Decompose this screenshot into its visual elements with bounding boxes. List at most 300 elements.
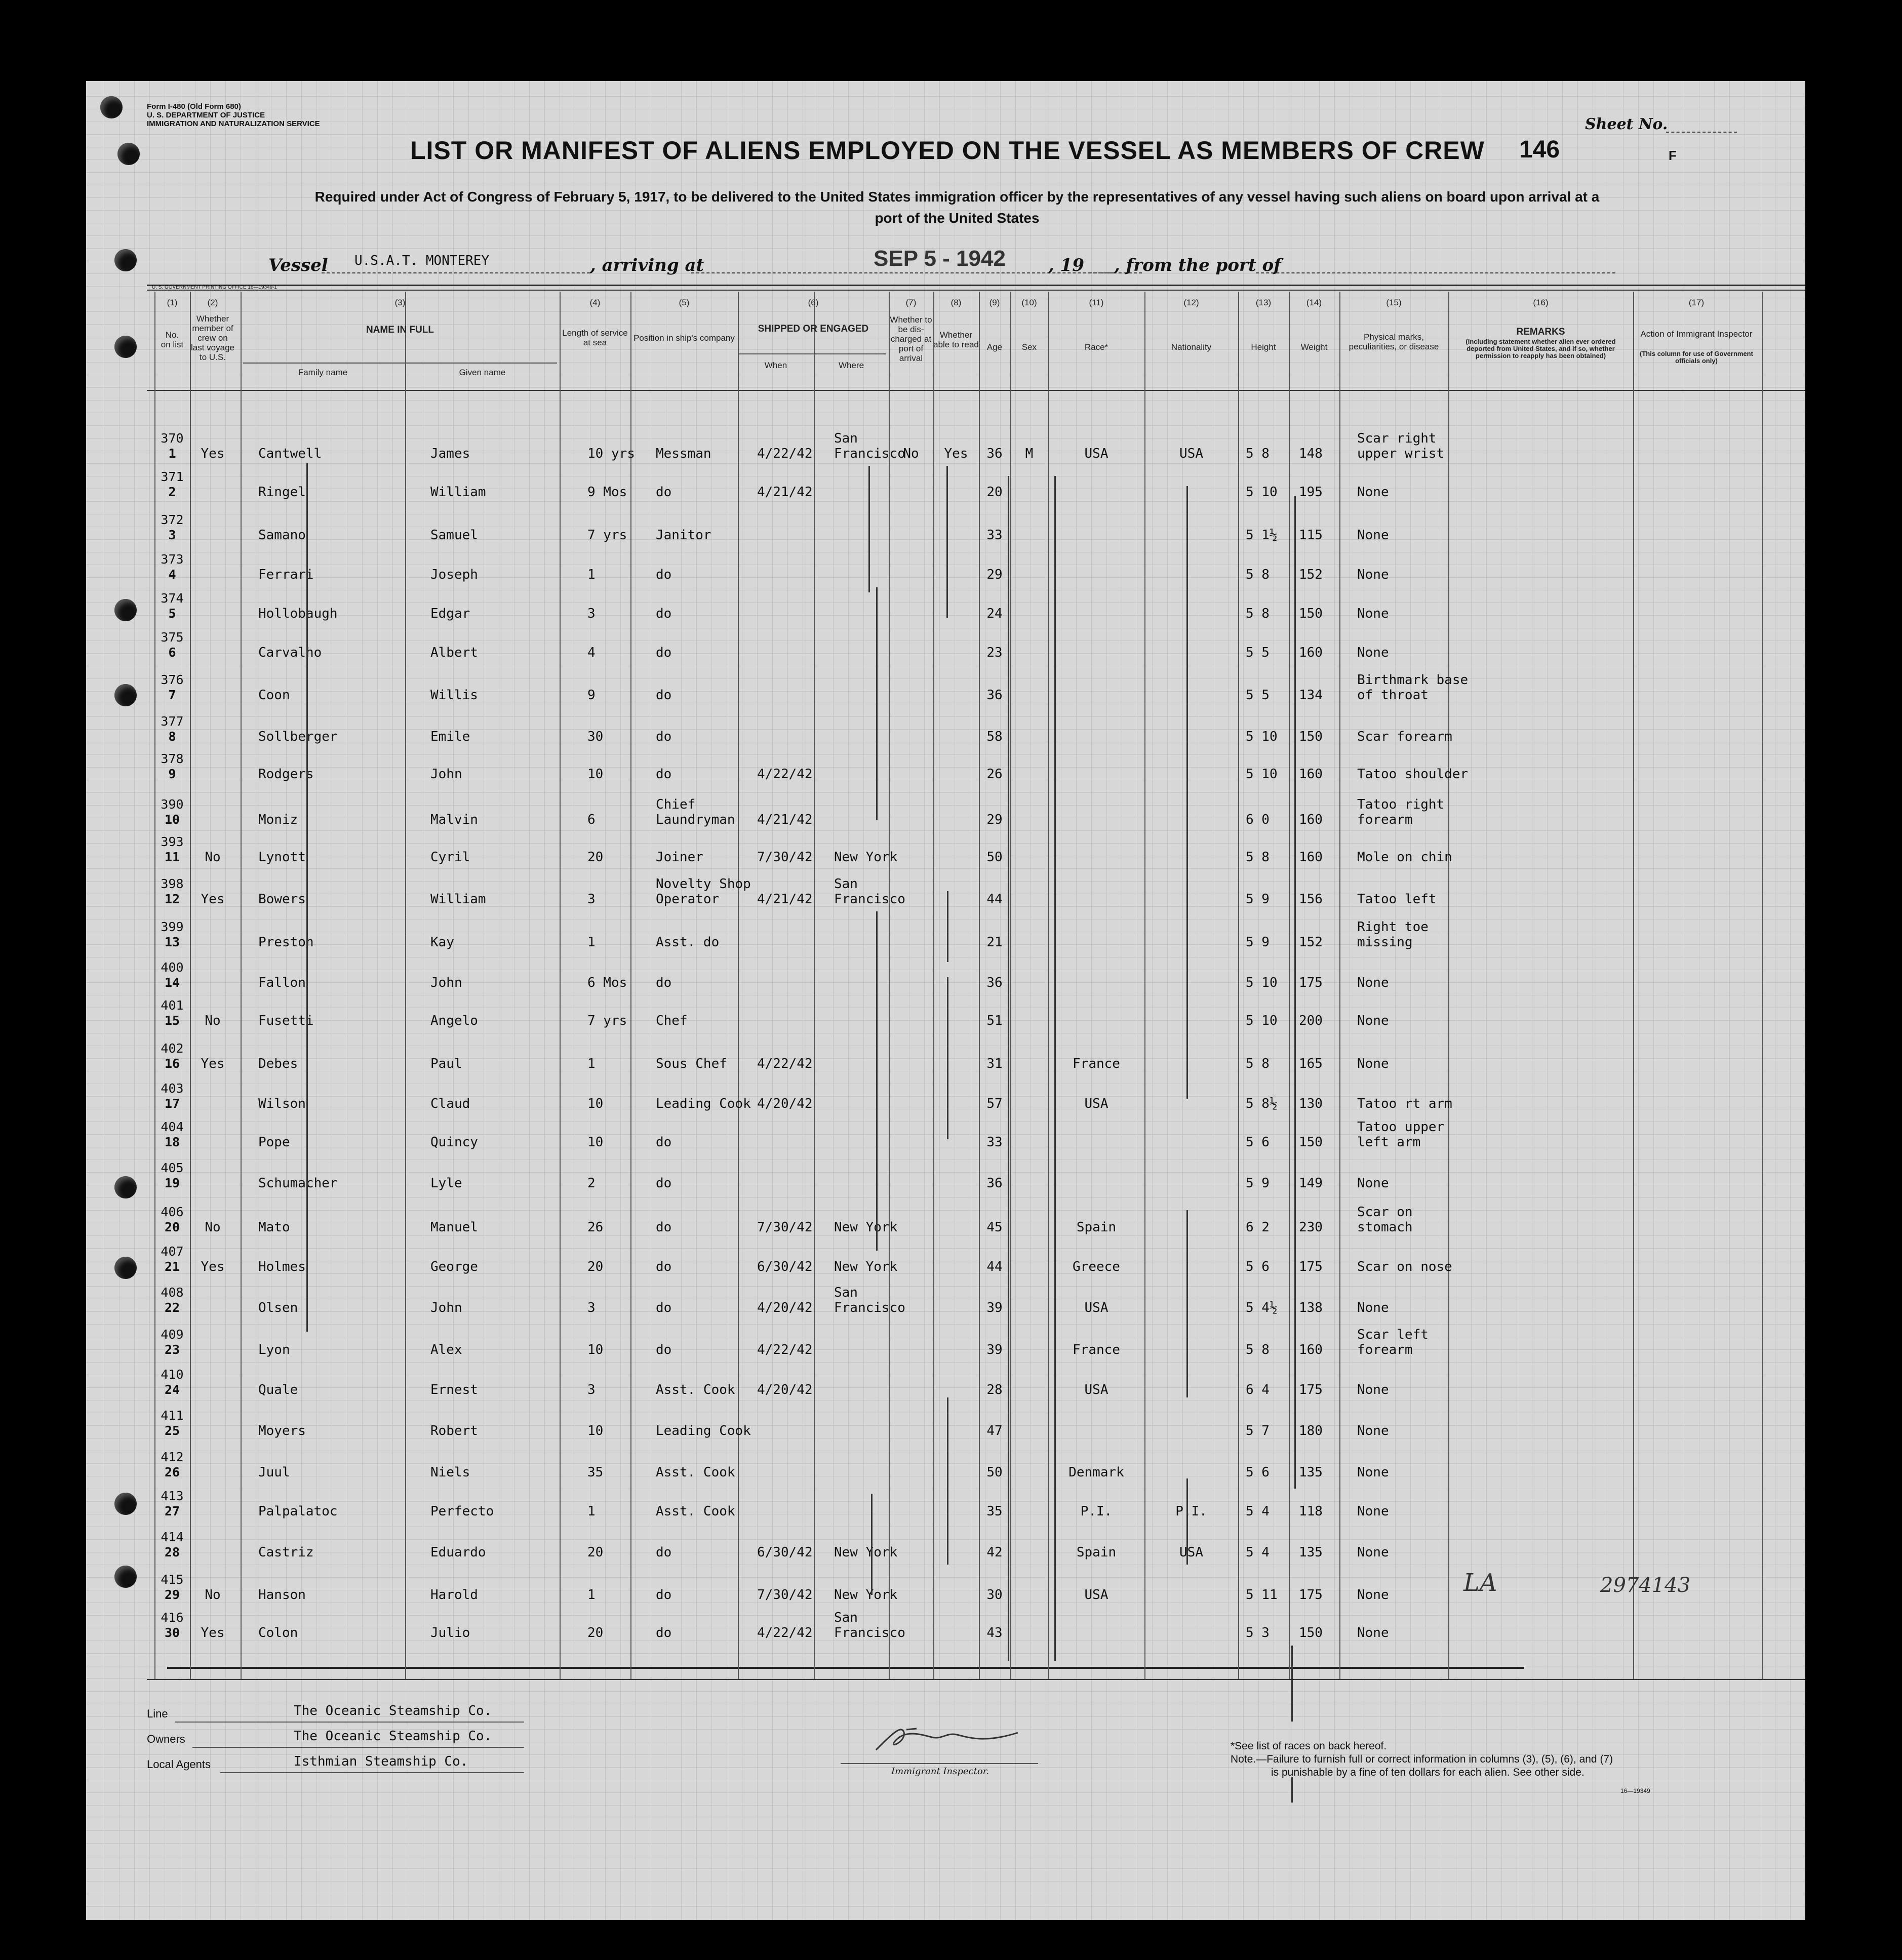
page-title: LIST OR MANIFEST OF ALIENS EMPLOYED ON THE VESSEL AS MEMBERS OF CREW xyxy=(410,136,1485,165)
cell-height: 5 8 xyxy=(1246,1056,1270,1071)
column-separator xyxy=(738,292,739,1679)
cell-race: Greece xyxy=(1073,1259,1120,1274)
cell-position: Chief Laundryman xyxy=(656,797,735,827)
cell-family: Rodgers xyxy=(258,767,314,782)
cell-age: 28 xyxy=(986,1382,1003,1397)
cell-race: USA xyxy=(1084,1587,1108,1603)
cell-position: do xyxy=(656,767,672,782)
cell-height: 5 8 xyxy=(1246,606,1270,621)
column-number: (10) xyxy=(1021,298,1037,307)
cell-height: 5 8 xyxy=(1246,850,1270,865)
grid-line xyxy=(772,81,773,1920)
ditto-mark xyxy=(876,911,878,1251)
column-separator xyxy=(1010,292,1011,1679)
cell-service: 3 xyxy=(587,1300,596,1315)
inspector-signature xyxy=(856,1714,1023,1760)
cell-age: 42 xyxy=(986,1545,1003,1560)
header-bottom-border xyxy=(147,390,1805,391)
sheet-label: Sheet No. xyxy=(1585,115,1668,133)
cell-position: do xyxy=(656,1135,672,1150)
cell-age: 26 xyxy=(986,767,1003,782)
cell-race: France xyxy=(1073,1056,1120,1071)
list-sequence-number: 371 xyxy=(161,469,184,484)
cell-weight: 150 xyxy=(1299,729,1323,744)
grid-line xyxy=(392,81,393,1920)
list-sequence-number: 373 xyxy=(161,552,184,567)
print-code: 16—19349 xyxy=(1620,1787,1650,1794)
cell-marks: None xyxy=(1357,1300,1389,1315)
cell-crew: Yes xyxy=(201,1259,225,1274)
table-top-border xyxy=(147,285,1805,286)
inspector-label: Immigrant Inspector. xyxy=(891,1766,989,1777)
cell-crew: Yes xyxy=(201,1625,225,1641)
list-sequence-number: 375 xyxy=(161,630,184,645)
cell-discharged: No xyxy=(903,446,919,461)
list-sequence-number: 413 xyxy=(161,1489,184,1503)
cell-age: 44 xyxy=(986,1259,1003,1274)
cell-age: 29 xyxy=(986,812,1003,827)
list-row-number: 4 xyxy=(168,567,176,582)
header-where: Where xyxy=(838,361,864,370)
cell-age: 23 xyxy=(986,645,1003,660)
column-number: (15) xyxy=(1386,298,1402,307)
cell-when: 7/30/42 xyxy=(757,1587,813,1603)
column-number: (8) xyxy=(950,298,962,307)
column-number: (12) xyxy=(1183,298,1199,307)
ditto-mark xyxy=(1291,1646,1293,1722)
list-row-number: 19 xyxy=(164,1176,180,1190)
cell-marks: Scar right upper wrist xyxy=(1357,431,1445,461)
list-sequence-number: 406 xyxy=(161,1205,184,1219)
cell-height: 5 7 xyxy=(1246,1423,1270,1438)
grid-line xyxy=(620,81,621,1920)
binder-hole xyxy=(114,599,137,621)
cell-height: 5 9 xyxy=(1246,892,1270,907)
list-sequence-number: 403 xyxy=(161,1081,184,1096)
cell-position: do xyxy=(656,1300,672,1315)
cell-weight: 118 xyxy=(1299,1504,1323,1519)
cell-family: Mato xyxy=(258,1220,290,1235)
owners-value: The Oceanic Steamship Co. xyxy=(294,1729,492,1744)
cell-weight: 175 xyxy=(1299,1382,1323,1397)
remark-handwritten-number: 2974143 xyxy=(1600,1574,1691,1597)
grid-line xyxy=(301,81,302,1920)
cell-position: do xyxy=(656,1587,672,1603)
cell-given: Manuel xyxy=(430,1220,478,1235)
cell-family: Hanson xyxy=(258,1587,306,1603)
cell-height: 5 5 xyxy=(1246,688,1270,703)
list-row-number: 22 xyxy=(164,1300,180,1315)
cell-marks: Scar forearm xyxy=(1357,729,1452,744)
cell-weight: 149 xyxy=(1299,1176,1323,1191)
cell-position: Asst. Cook xyxy=(656,1465,735,1480)
cell-height: 5 10 xyxy=(1246,1013,1278,1028)
cell-marks: None xyxy=(1357,606,1389,621)
cell-weight: 160 xyxy=(1299,645,1323,660)
list-row-number: 18 xyxy=(164,1135,180,1149)
cell-position: do xyxy=(656,1176,672,1191)
list-row-number: 10 xyxy=(164,812,180,827)
cell-service: 1 xyxy=(587,1056,596,1071)
cell-weight: 130 xyxy=(1299,1096,1323,1111)
grid-line xyxy=(939,81,940,1920)
header-family-name: Family name xyxy=(298,368,348,377)
header-nationality: Nationality xyxy=(1171,342,1212,352)
column-number: (17) xyxy=(1688,298,1705,307)
header-given-name: Given name xyxy=(459,368,506,377)
grid-line xyxy=(316,81,317,1920)
cell-age: 44 xyxy=(986,892,1003,907)
grid-line xyxy=(119,81,120,1920)
cell-sex: M xyxy=(1025,446,1034,461)
header-no-on-list: No. on list xyxy=(161,330,184,349)
cell-weight: 160 xyxy=(1299,812,1323,827)
column-separator xyxy=(1448,292,1449,1679)
cell-service: 10 xyxy=(587,1423,604,1438)
list-row-number: 14 xyxy=(164,975,180,990)
cell-service: 1 xyxy=(587,1504,596,1519)
binder-hole xyxy=(114,1176,137,1198)
cell-family: Sollberger xyxy=(258,729,338,744)
binder-hole xyxy=(114,1566,137,1588)
list-row-number: 3 xyxy=(168,528,176,542)
shipped-subheader-line xyxy=(739,353,886,354)
ditto-mark xyxy=(1294,496,1296,1489)
cell-marks: None xyxy=(1357,645,1389,660)
cell-given: Harold xyxy=(430,1587,478,1603)
cell-height: 5 3 xyxy=(1246,1625,1270,1641)
cell-marks: Tatoo left xyxy=(1357,892,1437,907)
cell-where: San Francisco xyxy=(834,1610,905,1641)
header-race: Race* xyxy=(1084,342,1108,352)
cell-given: John xyxy=(430,1300,462,1315)
column-separator xyxy=(241,292,242,1679)
cell-position: do xyxy=(656,567,672,582)
header-shipped-or-engaged: SHIPPED OR ENGAGED xyxy=(758,324,869,334)
cell-marks: None xyxy=(1357,1465,1389,1480)
cell-service: 20 xyxy=(587,1545,604,1560)
cell-height: 5 4 xyxy=(1246,1504,1270,1519)
cell-when: 4/21/42 xyxy=(757,892,813,907)
list-sequence-number: 405 xyxy=(161,1161,184,1175)
cell-given: Lyle xyxy=(430,1176,462,1191)
list-row-number: 6 xyxy=(168,645,176,660)
header-inspector-note: (This column for use of Government officials only) xyxy=(1640,350,1753,365)
cell-weight: 135 xyxy=(1299,1465,1323,1480)
cell-service: 10 xyxy=(587,1135,604,1150)
grid-line xyxy=(1076,81,1077,1920)
cell-where: San Francisco xyxy=(834,1285,905,1315)
column-separator xyxy=(1633,292,1634,1679)
column-number: (7) xyxy=(905,298,917,307)
cell-family: Carvalho xyxy=(258,645,322,660)
binder-hole xyxy=(114,249,137,271)
sheet-number: 146 xyxy=(1519,136,1560,163)
binder-hole xyxy=(114,336,137,358)
cell-weight: 150 xyxy=(1299,606,1323,621)
cell-family: Bowers xyxy=(258,892,306,907)
inspector-underline xyxy=(841,1763,1038,1764)
grid-line xyxy=(1091,81,1092,1920)
binder-hole xyxy=(114,684,137,706)
binder-hole xyxy=(114,1257,137,1279)
cell-age: 30 xyxy=(986,1587,1003,1603)
cell-marks: Scar left forearm xyxy=(1357,1327,1429,1357)
list-row-number: 12 xyxy=(164,892,180,906)
list-row-number: 21 xyxy=(164,1259,180,1274)
list-sequence-number: 411 xyxy=(161,1408,184,1423)
grid-line xyxy=(681,81,682,1920)
cell-weight: 134 xyxy=(1299,688,1323,703)
list-row-number: 13 xyxy=(164,935,180,949)
from-port-label: , from the port of xyxy=(1114,255,1281,275)
list-sequence-number: 400 xyxy=(161,960,184,975)
cell-when: 4/22/42 xyxy=(757,1056,813,1071)
cell-weight: 195 xyxy=(1299,485,1323,500)
grid-line xyxy=(1152,81,1153,1920)
ditto-mark xyxy=(1186,486,1188,1099)
cell-position: Leading Cook xyxy=(656,1423,751,1438)
cell-when: 4/20/42 xyxy=(757,1382,813,1397)
cell-service: 10 xyxy=(587,1096,604,1111)
cell-marks: None xyxy=(1357,1423,1389,1438)
list-sequence-number: 399 xyxy=(161,919,184,934)
cell-given: Willis xyxy=(430,688,478,703)
cell-height: 5 4½ xyxy=(1246,1300,1278,1315)
cell-given: James xyxy=(430,446,470,461)
cell-family: Lynott xyxy=(258,850,306,865)
cell-read: Yes xyxy=(944,446,968,461)
cell-race: USA xyxy=(1084,1300,1108,1315)
cell-position: do xyxy=(656,606,672,621)
cell-service: 35 xyxy=(587,1465,604,1480)
cell-position: Asst. Cook xyxy=(656,1504,735,1519)
list-row-number: 2 xyxy=(168,485,176,499)
cell-given: Perfecto xyxy=(430,1504,494,1519)
owners-underline xyxy=(192,1747,524,1748)
remark-handwritten-la: LA xyxy=(1463,1569,1497,1597)
list-sequence-number: 378 xyxy=(161,751,184,766)
ditto-mark xyxy=(1186,1210,1188,1397)
cell-marks: None xyxy=(1357,1013,1389,1028)
cell-height: 6 2 xyxy=(1246,1220,1270,1235)
cell-given: Albert xyxy=(430,645,478,660)
list-sequence-number: 398 xyxy=(161,876,184,891)
cell-age: 50 xyxy=(986,850,1003,865)
grid-line xyxy=(1106,81,1107,1920)
list-sequence-number: 370 xyxy=(161,431,184,446)
cell-given: Cyril xyxy=(430,850,470,865)
header-age: Age xyxy=(986,342,1003,352)
column-separator xyxy=(560,292,561,1679)
grid-line xyxy=(757,81,758,1920)
cell-height: 5 11 xyxy=(1246,1587,1278,1603)
cell-nationality: USA xyxy=(1179,446,1203,461)
cell-position: do xyxy=(656,688,672,703)
cell-height: 5 8 xyxy=(1246,1342,1270,1357)
column-separator xyxy=(889,292,890,1679)
cell-weight: 148 xyxy=(1299,446,1323,461)
cell-where: San Francisco xyxy=(834,876,905,907)
cell-weight: 175 xyxy=(1299,1259,1323,1274)
ditto-mark xyxy=(947,1397,948,1565)
ditto-mark xyxy=(947,891,948,962)
cell-age: 36 xyxy=(986,446,1003,461)
cell-marks: None xyxy=(1357,1545,1389,1560)
cell-age: 24 xyxy=(986,606,1003,621)
list-row-number: 5 xyxy=(168,606,176,621)
cell-crew: Yes xyxy=(201,1056,225,1071)
ditto-mark xyxy=(1008,476,1009,1661)
cell-height: 5 5 xyxy=(1246,645,1270,660)
cell-where: New York xyxy=(834,1587,898,1603)
grid-line xyxy=(529,81,530,1920)
cell-age: 39 xyxy=(986,1342,1003,1357)
cell-weight: 200 xyxy=(1299,1013,1323,1028)
cell-height: 5 10 xyxy=(1246,729,1278,744)
cell-service: 6 Mos xyxy=(587,975,627,990)
binder-hole xyxy=(100,96,123,118)
cell-age: 36 xyxy=(986,688,1003,703)
grid-line xyxy=(377,81,378,1920)
grid-line xyxy=(863,81,864,1920)
cell-race: USA xyxy=(1084,1382,1108,1397)
list-row-number: 1 xyxy=(168,446,176,461)
cell-weight: 175 xyxy=(1299,975,1323,990)
arriving-label: , arriving at xyxy=(590,255,704,275)
list-sequence-number: 377 xyxy=(161,714,184,729)
table-end-rule xyxy=(167,1667,1524,1669)
cell-family: Schumacher xyxy=(258,1176,338,1191)
cell-weight: 135 xyxy=(1299,1545,1323,1560)
cell-family: Debes xyxy=(258,1056,298,1071)
grid-line xyxy=(1228,81,1229,1920)
column-separator xyxy=(1238,292,1239,1679)
cell-when: 4/22/42 xyxy=(757,767,813,782)
cell-marks: None xyxy=(1357,485,1389,500)
header-crew-last-voyage: Whether member of crew on last voyage to U.S. xyxy=(191,314,234,362)
cell-weight: 160 xyxy=(1299,767,1323,782)
list-row-number: 11 xyxy=(164,850,180,864)
cell-family: Palpalatoc xyxy=(258,1504,338,1519)
cell-family: Samano xyxy=(258,528,306,543)
cell-position: do xyxy=(656,645,672,660)
column-number: (2) xyxy=(207,298,218,307)
header-sex: Sex xyxy=(1021,342,1037,352)
grid-line xyxy=(362,81,363,1920)
cell-weight: 175 xyxy=(1299,1587,1323,1603)
cell-service: 1 xyxy=(587,935,596,950)
agents-label: Local Agents xyxy=(147,1758,211,1771)
header-position: Position in ship's company xyxy=(633,333,735,343)
grid-line xyxy=(1015,81,1016,1920)
cell-service: 26 xyxy=(587,1220,604,1235)
list-row-number: 25 xyxy=(164,1423,180,1438)
ditto-mark xyxy=(1054,476,1056,1661)
cell-race: Spain xyxy=(1076,1545,1117,1560)
cell-service: 3 xyxy=(587,606,596,621)
cell-where: New York xyxy=(834,1220,898,1235)
grid-line xyxy=(696,81,697,1920)
cell-weight: 152 xyxy=(1299,935,1323,950)
header-physical-marks: Physical marks, peculiarities, or disease xyxy=(1349,332,1439,351)
service-name: IMMIGRATION AND NATURALIZATION SERVICE xyxy=(147,119,320,128)
cell-when: 4/22/42 xyxy=(757,1625,813,1641)
column-number: (6) xyxy=(808,298,819,307)
cell-position: do xyxy=(656,975,672,990)
column-separator xyxy=(1289,292,1290,1679)
cell-weight: 138 xyxy=(1299,1300,1323,1315)
grid-line xyxy=(605,81,606,1920)
cell-family: Fusetti xyxy=(258,1013,314,1028)
cell-age: 33 xyxy=(986,528,1003,543)
list-row-number: 7 xyxy=(168,688,176,702)
cell-weight: 150 xyxy=(1299,1135,1323,1150)
cell-height: 5 8 xyxy=(1246,446,1270,461)
grid-line xyxy=(1258,81,1259,1920)
column-number: (5) xyxy=(679,298,690,307)
cell-given: Alex xyxy=(430,1342,462,1357)
cell-marks: None xyxy=(1357,1587,1389,1603)
cell-crew: Yes xyxy=(201,446,225,461)
header-height: Height xyxy=(1251,342,1276,352)
grid-line xyxy=(1334,81,1335,1920)
binder-hole xyxy=(114,1493,137,1515)
cell-height: 5 6 xyxy=(1246,1465,1270,1480)
list-sequence-number: 376 xyxy=(161,672,184,687)
header-discharged: Whether to be dis-charged at port of arrival xyxy=(890,315,932,363)
cell-service: 3 xyxy=(587,1382,596,1397)
vessel-name: U.S.A.T. MONTEREY xyxy=(354,253,490,268)
cell-age: 47 xyxy=(986,1423,1003,1438)
cell-weight: 150 xyxy=(1299,1625,1323,1641)
grid-line xyxy=(286,81,287,1920)
grid-line xyxy=(1319,81,1320,1920)
cell-marks: None xyxy=(1357,1382,1389,1397)
header-length-of-service: Length of service at sea xyxy=(562,328,628,347)
ditto-mark xyxy=(1291,1777,1293,1803)
list-row-number: 8 xyxy=(168,729,176,744)
cell-weight: 160 xyxy=(1299,850,1323,865)
cell-given: Edgar xyxy=(430,606,470,621)
header-name-in-full: NAME IN FULL xyxy=(366,325,434,335)
list-row-number: 23 xyxy=(164,1342,180,1357)
cell-service: 20 xyxy=(587,1625,604,1641)
cell-family: Hollobaugh xyxy=(258,606,338,621)
list-row-number: 27 xyxy=(164,1504,180,1518)
cell-given: Emile xyxy=(430,729,470,744)
cell-height: 5 1½ xyxy=(1246,528,1278,543)
list-sequence-number: 390 xyxy=(161,797,184,812)
cell-where: New York xyxy=(834,1259,898,1274)
grid-line xyxy=(1395,81,1396,1920)
cell-family: Moyers xyxy=(258,1423,306,1438)
requirement-line-1: Required under Act of Congress of February 5, 1917, to be delivered to the United States immigration officer by the representatives of any vessel having such aliens on board upon arrival at a xyxy=(314,189,1600,205)
cell-family: Castriz xyxy=(258,1545,314,1560)
list-sequence-number: 407 xyxy=(161,1244,184,1259)
column-number: (3) xyxy=(394,298,406,307)
cell-crew: No xyxy=(205,1587,221,1603)
binder-hole xyxy=(117,143,140,165)
grid-line xyxy=(711,81,712,1920)
cell-family: Pope xyxy=(258,1135,290,1150)
cell-family: Wilson xyxy=(258,1096,306,1111)
cell-given: William xyxy=(430,485,486,500)
cell-service: 9 xyxy=(587,688,596,703)
cell-when: 4/21/42 xyxy=(757,812,813,827)
column-separator xyxy=(814,292,815,1679)
ditto-mark xyxy=(871,1494,873,1595)
